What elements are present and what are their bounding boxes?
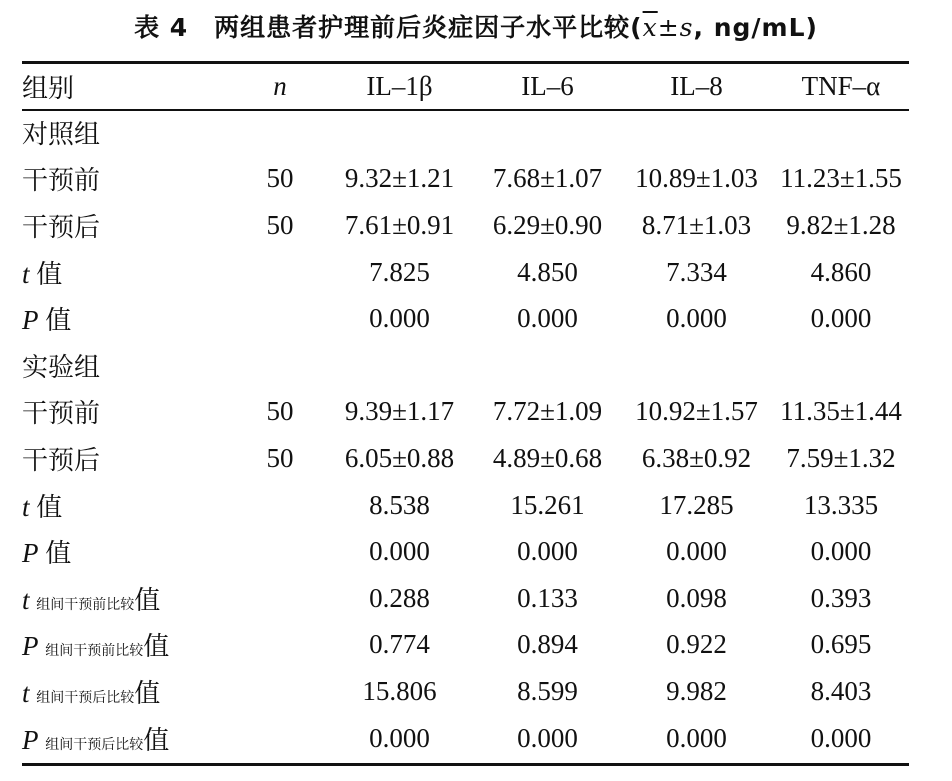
header-n: n — [273, 71, 287, 101]
cell-il6: 15.261 — [510, 489, 585, 520]
header-tnf: TNF–α — [801, 71, 881, 101]
stat-subscript: 组间干预前比较 — [36, 596, 135, 613]
cell-il1b: 8.538 — [369, 489, 430, 520]
stat-label: 值 — [134, 678, 161, 709]
cell-tnf: 11.35±1.44 — [780, 396, 902, 427]
row-label — [22, 715, 236, 762]
stat-label: 值 — [36, 259, 63, 290]
cell-il8: 10.92±1.57 — [635, 396, 758, 427]
row-label — [22, 249, 236, 296]
table-row — [22, 295, 909, 342]
cell-il1b: 0.000 — [369, 303, 430, 334]
cell-il8: 10.89±1.03 — [635, 163, 758, 194]
cell-il6: 0.000 — [517, 722, 578, 753]
row-label: 干预后 — [22, 445, 101, 476]
cell-n — [236, 715, 324, 762]
cell-il6: 0.133 — [517, 582, 578, 613]
caption-mean-symbol: $\overline{x}$ — [642, 13, 658, 42]
cell-il8 — [620, 342, 773, 389]
stat-label: 值 — [143, 725, 170, 756]
cell-il8: 0.000 — [666, 303, 727, 334]
table-row — [22, 575, 909, 622]
cell-il6: 4.850 — [517, 256, 578, 287]
cell-il6: 0.000 — [517, 303, 578, 334]
cell-tnf: 4.860 — [810, 256, 872, 287]
table-row — [22, 342, 909, 389]
stat-label: 值 — [134, 585, 161, 616]
cell-il1b: 0.288 — [369, 582, 430, 613]
row-label: 实验组 — [22, 352, 101, 383]
stat-subscript: 组间干预后比较 — [36, 689, 135, 706]
cell-n — [236, 249, 324, 296]
cell-il1b: 7.61±0.91 — [344, 209, 455, 240]
cell-il1b: 7.825 — [369, 256, 430, 287]
table-row — [22, 109, 909, 156]
cell-tnf: 7.59±1.32 — [786, 442, 896, 473]
data-table — [22, 64, 909, 761]
cell-tnf: 13.335 — [803, 489, 879, 520]
cell-n — [236, 575, 324, 622]
cell-tnf: 0.000 — [810, 536, 872, 567]
cell-il8: 6.38±0.92 — [641, 442, 752, 473]
cell-il8: 0.922 — [666, 629, 727, 660]
stat-label: 值 — [45, 306, 72, 337]
row-label — [22, 575, 236, 622]
header-il6: IL–6 — [521, 71, 574, 101]
row-label: 干预前 — [22, 399, 101, 430]
cell-il6: 8.599 — [517, 675, 578, 706]
cell-il8 — [620, 109, 773, 156]
table-row — [22, 482, 909, 529]
stat-subscript: 组间干预后比较 — [45, 736, 144, 753]
cell-il6: 6.29±0.90 — [492, 209, 603, 240]
table-row — [22, 622, 909, 669]
cell-n: 50 — [266, 396, 294, 427]
cell-il8: 0.098 — [666, 582, 727, 613]
cell-tnf — [773, 109, 909, 156]
cell-n — [236, 668, 324, 715]
caption-pm-symbol: ± — [657, 13, 680, 42]
header-il1b: IL–1β — [366, 71, 433, 101]
cell-il6: 0.894 — [517, 629, 578, 660]
stat-subscript: 组间干预前比较 — [45, 643, 144, 660]
cell-tnf: 9.82±1.28 — [786, 209, 896, 240]
stat-symbol: t — [22, 677, 30, 708]
cell-il6 — [475, 109, 620, 156]
row-label: 对照组 — [22, 119, 101, 150]
cell-n — [236, 622, 324, 669]
cell-il1b: 15.806 — [362, 675, 437, 706]
cell-n — [236, 295, 324, 342]
cell-il1b: 6.05±0.88 — [344, 442, 455, 473]
row-label — [22, 622, 236, 669]
cell-n — [236, 528, 324, 575]
cell-il6: 0.000 — [517, 536, 578, 567]
cell-tnf — [773, 342, 909, 389]
cell-il1b — [324, 342, 475, 389]
table-row — [22, 528, 909, 575]
cell-tnf: 0.000 — [810, 303, 872, 334]
cell-n — [236, 109, 324, 156]
row-label — [22, 528, 236, 575]
cell-il8: 9.982 — [666, 675, 727, 706]
row-label — [22, 482, 236, 529]
cell-n: 50 — [266, 209, 294, 240]
cell-il1b: 9.32±1.21 — [344, 163, 455, 194]
cell-n: 50 — [266, 163, 294, 194]
table-row — [22, 249, 909, 296]
header-row — [22, 64, 909, 109]
caption-title: 表 4 两组患者护理前后炎症因子水平比较( — [134, 13, 643, 42]
stat-symbol: t — [22, 258, 30, 289]
stat-symbol: t — [22, 584, 30, 615]
cell-il8: 7.334 — [666, 256, 727, 287]
row-label — [22, 668, 236, 715]
stat-label: 值 — [45, 539, 72, 570]
row-label: 干预后 — [22, 212, 101, 243]
table-row — [22, 389, 909, 436]
table-row — [22, 668, 909, 715]
cell-tnf: 8.403 — [810, 675, 872, 706]
stat-symbol: P — [22, 631, 39, 662]
cell-il1b: 0.000 — [369, 722, 430, 753]
cell-n — [236, 482, 324, 529]
cell-tnf: 0.695 — [810, 629, 872, 660]
cell-il8: 0.000 — [666, 722, 727, 753]
cell-il8: 0.000 — [666, 536, 727, 567]
stat-label: 值 — [36, 492, 63, 523]
header-il8: IL–8 — [670, 71, 723, 101]
cell-il8: 17.285 — [659, 489, 734, 520]
cell-il8: 8.71±1.03 — [641, 209, 752, 240]
cell-n: 50 — [266, 442, 294, 473]
table-bottom-rule — [22, 763, 909, 766]
row-label: 干预前 — [22, 166, 101, 197]
cell-il6: 7.72±1.09 — [492, 396, 603, 427]
table-caption — [0, 8, 952, 44]
cell-tnf: 0.000 — [810, 722, 872, 753]
cell-il1b — [324, 109, 475, 156]
cell-il6: 7.68±1.07 — [492, 163, 603, 194]
caption-unit: , ng/mL) — [693, 13, 818, 42]
cell-n — [236, 342, 324, 389]
cell-tnf: 11.23±1.55 — [780, 163, 902, 194]
stat-symbol: P — [22, 724, 39, 755]
header-group: 组别 — [22, 74, 75, 104]
row-label — [22, 295, 236, 342]
table-row — [22, 435, 909, 482]
cell-il6: 4.89±0.68 — [492, 442, 603, 473]
cell-il6 — [475, 342, 620, 389]
cell-il1b: 0.774 — [369, 629, 430, 660]
table-row — [22, 156, 909, 203]
stat-symbol: t — [22, 491, 30, 522]
caption-sd-symbol: s — [679, 13, 694, 42]
stat-label: 值 — [143, 632, 170, 663]
cell-tnf: 0.393 — [810, 582, 872, 613]
table-row — [22, 715, 909, 762]
stat-symbol: P — [22, 538, 39, 569]
cell-il1b: 9.39±1.17 — [344, 396, 455, 427]
cell-il1b: 0.000 — [369, 536, 430, 567]
stat-symbol: P — [22, 305, 39, 336]
table-row — [22, 202, 909, 249]
